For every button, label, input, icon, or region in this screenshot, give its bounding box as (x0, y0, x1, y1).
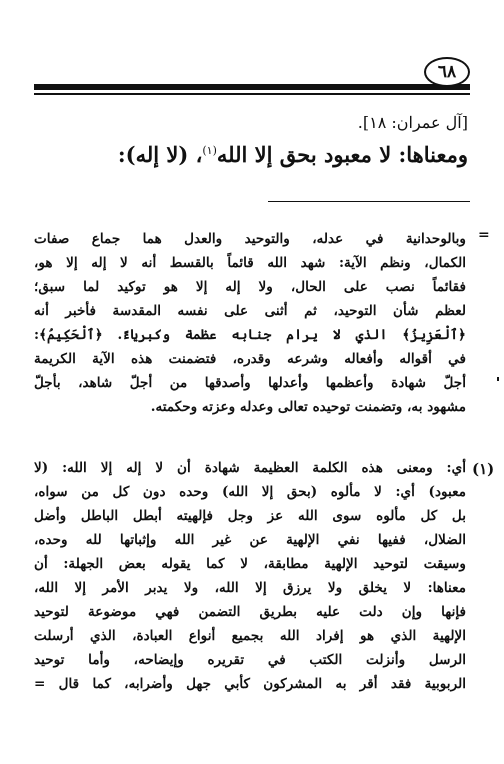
footnote-line: معناها: لا يخلق ولا يرزق إلا الله، ولا يدبر الأمر إلا الله، (34, 580, 466, 596)
footnote-line: وسيقت لتوحيد الإلهية مطابقة، لا كما يقوله بعض الجهلة: أن (34, 556, 466, 572)
footnote-line: في أقواله وأفعاله وشرعه وقدره، فتضمنت هذه الآية الكريمة (34, 351, 466, 367)
continuation-marker: = (478, 227, 490, 243)
footnote-ref-1: (١) (202, 144, 217, 157)
footnote-line: الربوبية فقد أقر به المشركون كأبي جهل وأضرابه، كما قال = (34, 676, 466, 692)
footnote-line: معبود) أي: لا مألوه (بحق إلا الله) وحده دون كل من سواه، (34, 484, 466, 500)
meaning-line (28, 136, 468, 170)
footnote-line: بل كل مألوه سوى الله عز وجل فإلهيته أبطل الباطل وأضل (34, 508, 466, 524)
page-number-badge (424, 57, 470, 87)
footnote-line: لعظم شأن التوحيد، ثم أثنى على نفسه المقدسة فأخبر أنه (34, 303, 466, 319)
footnote-1-block (34, 456, 466, 696)
footnote-continuation-block (34, 227, 466, 419)
footnote-line: أجلّ شهادة وأعظمها وأعدلها وأصدقها من أجلّ شاهد، بأجلّ (34, 375, 466, 391)
header-rule-thin (34, 93, 470, 95)
footnote-line: الضلال، ففيها نفي الإلهية عن غير الله وإثباتها لله وحده، (34, 532, 466, 548)
footnote-line: وبالوحدانية في عدله، والتوحيد والعدل هما جماع صفات (34, 231, 466, 247)
footnote-line: أي: ومعنى هذه الكلمة العظيمة شهادة أن لا إله إلا الله: (لا (34, 460, 466, 476)
footnote-separator (268, 201, 470, 202)
footnote-line: فإنها وإن دلت عليه بطريق التضمن فهي موضوعة لتوحيد (34, 604, 466, 620)
footnote-line: الرسل وأنزلت الكتب في تقريره وإيضاحه، وأما توحيد (34, 652, 466, 668)
footnote-line: مشهود به، وتضمنت توحيده تعالى وعدله وعزته وحكمته. (150, 399, 466, 415)
meaning-text: ومعناها: لا معبود بحق إلا الله (216, 142, 468, 167)
footnote-number-1: (١) (472, 460, 495, 478)
page-number: ٦٨ (437, 61, 457, 82)
meaning-tail: ، (لا إله): (117, 142, 203, 167)
header-rule-thick (34, 84, 470, 90)
footnote-line: ﴿ٱلْعَزِيزُ﴾ الذي لا يرام جنابه عظمة وكبرياءً. ﴿ٱلْحَكِيمُ﴾: (34, 327, 466, 343)
footnote-line: الكمال، ونظم الآية: شهد الله قائماً بالقسط أنه لا إله إلا هو، (34, 255, 466, 271)
footnote-line: فقائماً نصب على الحال، ولا إله إلا هو توكيد لما سبق؛ (34, 279, 466, 295)
footnote-line: الإلهية الذي هو إفراد الله بجميع أنواع العبادة، الذي أرسلت (34, 628, 466, 644)
margin-dot (497, 377, 499, 381)
verse-citation: [آل عمران: ١٨]. (357, 113, 468, 132)
